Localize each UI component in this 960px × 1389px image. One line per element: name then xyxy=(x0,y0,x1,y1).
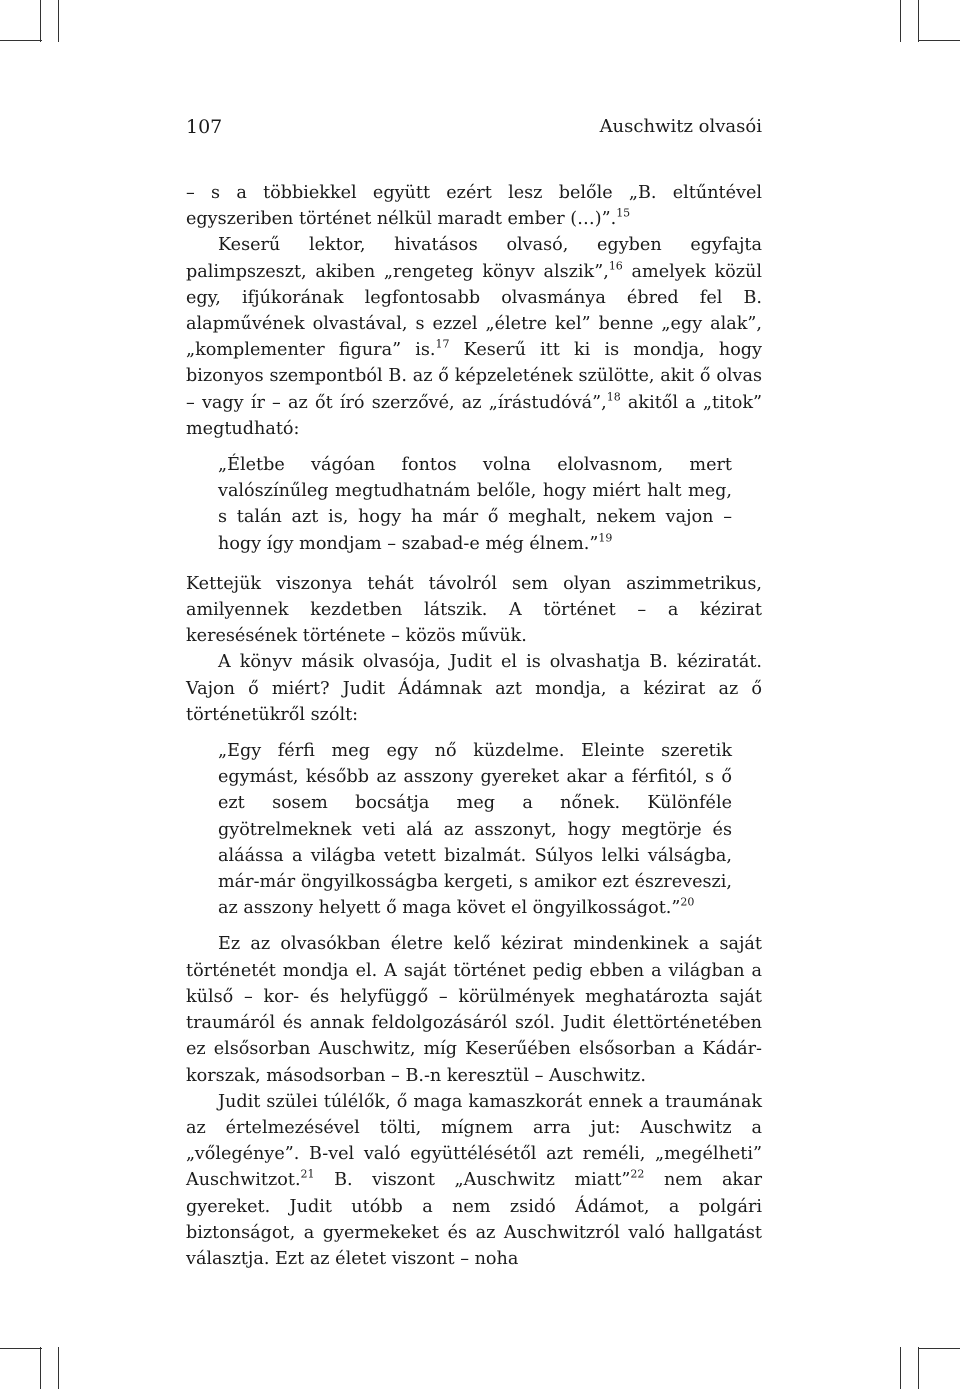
crop-mark xyxy=(900,1347,901,1389)
crop-mark xyxy=(918,1348,960,1349)
footnote-ref[interactable]: 22 xyxy=(630,1167,645,1181)
paragraph: Judit szülei túlélők, ő maga kamaszkorát ennek a traumának az értelmezésével tölti, mígnem arra jut: Auschwitz a „vőlegénye”. B-vel való együttélésétől azt reméli, „megélheti” Auschwitzot.$^{21}$ B. viszont „Auschwitz miatt”$^{22}$ nem akar gyereket. Judit utóbb a nem zsidó Ádámot, a polgári biztonságot, a gyermekeket és az Auschwitzról való hallgatást választja. Ezt az életet viszont – noha xyxy=(186,1091,762,1269)
page-header xyxy=(186,116,762,146)
footnote-ref[interactable]: 19 xyxy=(598,530,613,544)
crop-mark xyxy=(58,0,59,42)
paragraph: A könyv másik olvasója, Judit el is olvashatja B. kéziratát. Vajon ő miért? Judit Ádámnak azt mondja, a kézirat az ő történetükről szólt: xyxy=(186,652,762,725)
footnote-ref[interactable]: 17 xyxy=(435,337,450,351)
crop-mark xyxy=(918,0,919,42)
crop-mark xyxy=(0,1348,42,1349)
page-number: 107 xyxy=(186,116,223,138)
running-title: Auschwitz olvasói xyxy=(599,116,762,137)
footnote-ref[interactable]: 15 xyxy=(616,206,631,220)
body-text xyxy=(186,180,762,1272)
crop-mark xyxy=(40,0,41,42)
crop-mark xyxy=(918,40,960,41)
crop-mark xyxy=(918,1347,919,1389)
crop-mark xyxy=(900,0,901,42)
footnote-ref[interactable]: 20 xyxy=(680,895,695,909)
crop-mark xyxy=(58,1347,59,1389)
paragraph: Ez az olvasókban életre kelő kézirat mindenkinek a saját történetét mondja el. A saját történet pedig ebben a világban a külső – kor- és helyfüggő – körülmények meghatározta saját traumáról és annak feldolgozásáról szól. Judit élettörténetében ez elsősorban Auschwitz, míg Keserűében elsősorban a Kádár-korszak, másodsorban – B.-n keresztül – Auschwitz. xyxy=(186,934,762,1086)
paragraph: Kettejük viszonya tehát távolról sem olyan aszimmetrikus, amilyennek kezdetben látszik. A történet – a kézirat keresésének története – közös művük. xyxy=(186,573,762,647)
paragraph: Keserű lektor, hivatásos olvasó, egyben egyfajta palimpszeszt, akiben „rengeteg könyv alszik”,$^{16}$ amelyek közül egy, ifjúkorának legfontosabb olvasmánya ébred fel B. alapművének olvastával, s ezzel „életre kel” benne „egy alak”, „komplementer figura” is.$^{17}$ Keserű itt ki is mondja, hogy bizonyos szempontból B. az ő képzeletének szülötte, akit ő olvas – vagy ír – az őt író szerzővé, az „írástudóvá”,$^{18}$ akitől a „titok” megtudható: xyxy=(186,235,762,439)
footnote-ref[interactable]: 18 xyxy=(606,389,621,403)
block-quote: „Életbe vágóan fontos volna elolvasnom, mert valószínűleg megtudhatnám belőle, hogy miért halt meg, s talán azt is, hogy ha már ő meghalt, nekem vajon – hogy így mondjam – szabad-e még élnem.”$^{19}$ xyxy=(218,455,732,554)
block-quote: „Egy férfi meg egy nő küzdelme. Eleinte szeretik egymást, később az asszony gyereket akar a férfitól, s ő ezt sosem bocsátja meg a nőnek. Különféle gyötrelmeknek veti alá az asszonyt, hogy megtörje és aláássa a világba vetett bizalmát. Súlyos lelki válságba, már-már öngyilkosságba kergeti, s amikor ezt észreveszi, az asszony helyett ő maga követ el öngyilkosságot.”$^{20}$ xyxy=(218,741,732,919)
paragraph: – s a többiekkel együtt ezért lesz belőle „B. eltűntével egyszeriben történet nélkül maradt ember (…)”.$^{15}$ xyxy=(186,183,762,230)
footnote-ref[interactable]: 16 xyxy=(608,258,623,272)
footnote-ref[interactable]: 21 xyxy=(300,1167,315,1181)
crop-mark xyxy=(40,1347,41,1389)
crop-mark xyxy=(0,40,42,41)
